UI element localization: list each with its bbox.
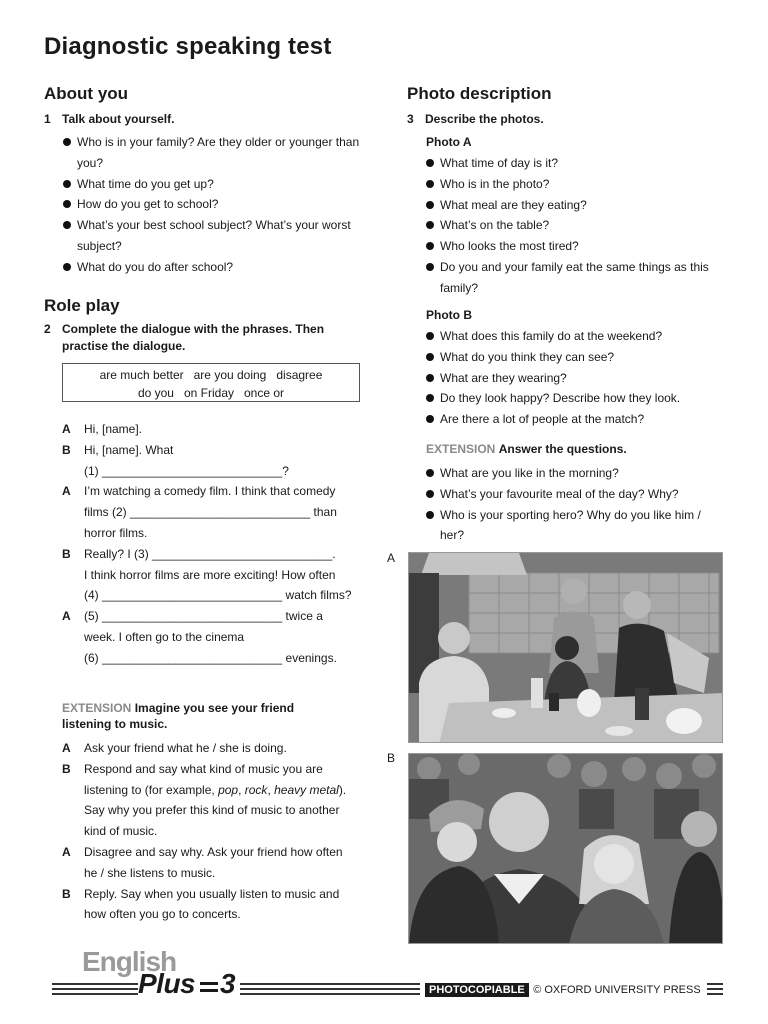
photo-b-image	[409, 754, 723, 944]
list-item: Who is your sporting hero? Why do you like him / her?	[426, 505, 716, 547]
list-item: What are you like in the morning?	[426, 463, 716, 484]
dialogue-line	[62, 544, 362, 606]
dialogue-text: Hi, [name].	[84, 422, 143, 436]
photo-b-sports-crowd	[408, 753, 723, 944]
about-you-list	[63, 132, 363, 278]
task-1-text: Talk about yourself.	[62, 112, 175, 126]
about-you-heading: About you	[44, 84, 129, 103]
dialogue-text: Disagree and say why. Ask your friend how often he / she listens to music.	[84, 844, 343, 880]
speaker-label: A	[62, 422, 71, 436]
list-item: What does this family do at the weekend?	[426, 326, 726, 347]
photo-a-family-breakfast	[408, 552, 723, 743]
logo-equals-bottom	[200, 989, 218, 992]
dialogue-text: week. I often go to the cinema	[84, 629, 245, 644]
task-2	[44, 321, 364, 355]
list-item: What do you do after school?	[63, 257, 363, 278]
logo-plus-word: Plus	[138, 968, 196, 999]
footer-stripes-right	[707, 982, 723, 996]
extension-task: Imagine you see your friend listening to music.	[62, 701, 295, 731]
gap-1: (1) ___________________________?	[84, 463, 289, 478]
list-item: How do you get to school?	[63, 194, 363, 215]
list-item: What time of day is it?	[426, 153, 716, 174]
speaker-label: B	[62, 546, 71, 561]
list-item: What’s your best school subject? What’s your worst subject?	[63, 215, 363, 257]
phrase-box-line-1: are much better are you doing disagree	[99, 368, 323, 382]
photo-a-marker: A	[387, 551, 396, 565]
gap-5: (5) ___________________________ twice a	[84, 609, 323, 624]
dialogue-text: I think horror films are more exciting! How often	[84, 567, 336, 582]
logo-level-number: 3	[220, 968, 236, 999]
dialogue-text: Respond and say what kind of music you are listening to (for example, pop, rock, heavy metal). Say why you prefer this kind of music to another kind of music.	[84, 761, 347, 839]
list-item: Who is in your family? Are they older or younger than you?	[63, 132, 363, 174]
photo-extension	[426, 439, 627, 460]
speaker-label: A	[62, 844, 71, 859]
logo-stripes-left	[52, 982, 138, 996]
photo-a-image	[409, 553, 723, 743]
speaker-label: A	[62, 484, 71, 499]
role-play-extension	[62, 700, 332, 732]
task-3-text: Describe the photos.	[425, 112, 544, 126]
gap-6: (6) ___________________________ evenings.	[84, 650, 337, 665]
dialogue-line	[62, 481, 362, 543]
extension-label: EXTENSION	[426, 442, 496, 456]
dialogue-line	[62, 419, 362, 440]
dialogue-line	[62, 606, 362, 668]
dialogue-line	[62, 842, 362, 884]
role-play-heading: Role play	[44, 296, 120, 315]
publisher-text: © OXFORD UNIVERSITY PRESS	[533, 984, 701, 996]
page-title: Diagnostic speaking test	[44, 33, 332, 60]
speaker-label: A	[62, 741, 71, 755]
photo-description-heading: Photo description	[407, 84, 552, 103]
dialogue-text: I’m watching a comedy film. I think that comedy	[84, 484, 336, 499]
speaker-label: A	[62, 609, 71, 624]
dialogue-text: Hi, [name]. What	[84, 442, 174, 457]
dialogue-line	[62, 440, 362, 482]
logo-equals-top	[200, 982, 218, 985]
dialogue-line	[62, 738, 362, 759]
list-item: Are there a lot of people at the match?	[426, 409, 726, 430]
phrase-box-line-2: do you on Friday once or	[137, 386, 285, 400]
list-item: What are they wearing?	[426, 368, 726, 389]
gap-3: Really? I (3) ___________________________.	[84, 546, 336, 561]
logo-english-word: English	[82, 946, 177, 977]
phrase-box	[62, 363, 360, 402]
photo-b-marker: B	[387, 751, 396, 765]
gap-2: films (2) ___________________________ than	[84, 505, 337, 520]
list-item: What’s your favourite meal of the day? Why?	[426, 484, 716, 505]
extension-label: EXTENSION	[62, 701, 132, 715]
task-3	[407, 109, 544, 130]
speaker-label: B	[62, 886, 71, 901]
photo-b-label: Photo B	[426, 308, 472, 322]
speaker-label: B	[62, 761, 71, 776]
list-item: What’s on the table?	[426, 215, 716, 236]
list-item: What do you think they can see?	[426, 347, 726, 368]
dialogue-text: Reply. Say when you usually listen to music and how often you go to concerts.	[84, 886, 340, 922]
task-1-number: 1	[44, 112, 51, 126]
list-item: Do they look happy? Describe how they look.	[426, 388, 726, 409]
list-item: What time do you get up?	[63, 174, 363, 195]
task-2-text: Complete the dialogue with the phrases. Then practise the dialogue.	[62, 322, 325, 353]
photocopiable-badge: PHOTOCOPIABLE	[425, 983, 529, 997]
extension-dialogue	[62, 738, 362, 925]
speaker-label: B	[62, 442, 71, 457]
photo-extension-list	[426, 463, 716, 546]
photo-a-list	[426, 153, 716, 299]
task-3-number: 3	[407, 112, 414, 126]
extension-task: Answer the questions.	[498, 442, 627, 456]
list-item: Who looks the most tired?	[426, 236, 716, 257]
list-item: What meal are they eating?	[426, 195, 716, 216]
photo-a-label: Photo A	[426, 135, 472, 149]
footer-stripes	[240, 982, 420, 996]
task-2-number: 2	[44, 322, 51, 336]
task-1	[44, 109, 174, 130]
dialogue-text: horror films.	[84, 525, 148, 540]
footer-copyright	[425, 980, 701, 998]
dialogue-text: Ask your friend what he / she is doing.	[84, 741, 287, 755]
dialogue-line	[62, 759, 362, 842]
gap-4: (4) ___________________________ watch films?	[84, 588, 352, 603]
photo-b-list	[426, 326, 726, 430]
list-item: Who is in the photo?	[426, 174, 716, 195]
dialogue-line	[62, 884, 362, 926]
dialogue	[62, 419, 362, 669]
list-item: Do you and your family eat the same things as this family?	[426, 257, 716, 299]
